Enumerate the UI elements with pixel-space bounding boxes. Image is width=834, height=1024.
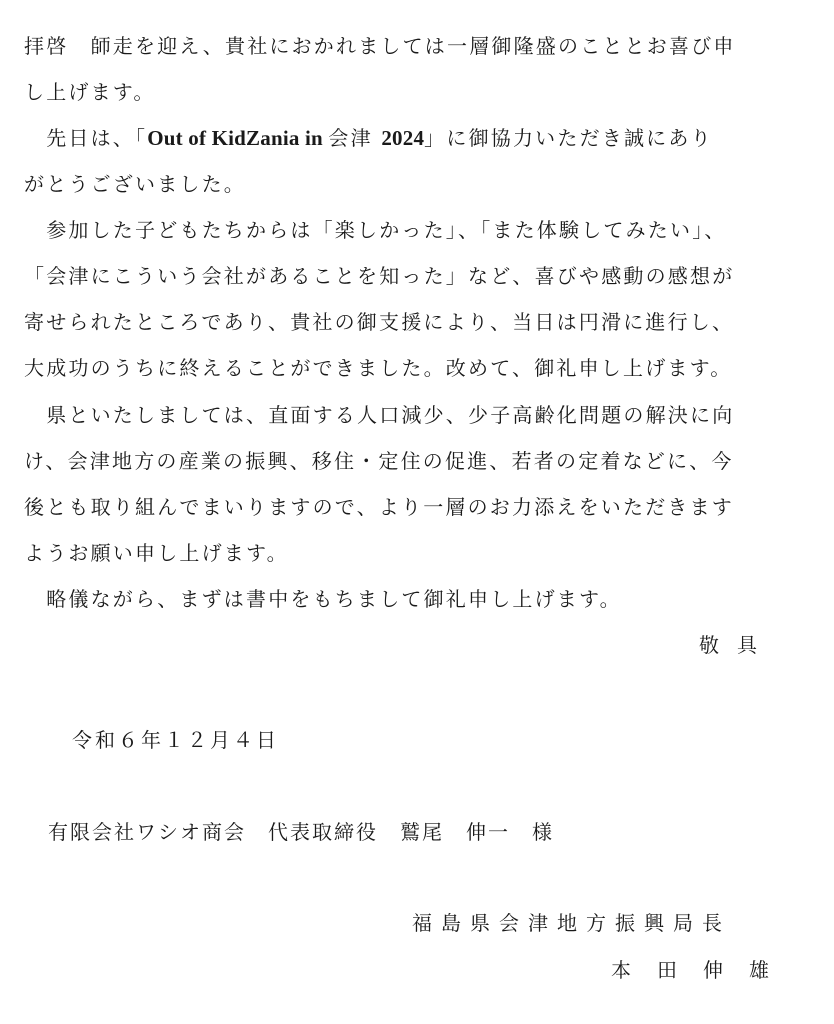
body-line-6: 「会津にこういう会社があることを知った」など、喜びや感動の感想が [24,264,735,288]
body-line-3-part-a: 先日は、「 [24,126,148,150]
body-line-11: 後とも取り組んでまいりますので、より一層のお力添えをいただきます [24,495,734,519]
sender-name: 本田伸雄 [611,958,795,982]
body-line-5: 参加した子どもたちからは「楽しかった」、「また体験してみたい」、 [24,218,727,242]
addressee: 有限会社ワシオ商会 代表取締役 鷲尾 伸一 様 [48,820,554,844]
body-line-13: 略儀ながら、まずは書中をもちまして御礼申し上げます。 [24,587,622,611]
sender-title: 福島県会津地方振興局長 [412,911,731,935]
body-line-3 [24,124,810,152]
event-name-place: 会津 [328,126,382,150]
body-line-7: 寄せられたところであり、貴社の御支援により、当日は円滑に進行し、 [24,310,735,334]
body-line-8: 大成功のうちに終えることができました。改めて、御礼申し上げます。 [24,356,733,380]
event-year: 2024 [381,126,425,150]
closing-keigu: 敬具 [699,633,775,657]
event-name-en: Out of KidZania in [147,126,329,150]
body-line-9: 県といたしましては、直面する人口減少、少子高齢化問題の解決に向 [24,403,735,427]
body-line-1: 拝啓 師走を迎え、貴社におかれましては一層御隆盛のこととお喜び申 [24,34,736,58]
body-line-12: ようお願い申し上げます。 [24,541,289,565]
body-line-2: し上げます。 [24,80,156,104]
body-line-10: け、会津地方の産業の振興、移住・定住の促進、若者の定着などに、今 [24,449,734,473]
body-line-3-part-b: 」に御協力いただき誠にあり [424,126,713,150]
body-line-4: がとうございました。 [24,172,246,196]
letter-date: 令和６年１２月４日 [72,728,279,752]
